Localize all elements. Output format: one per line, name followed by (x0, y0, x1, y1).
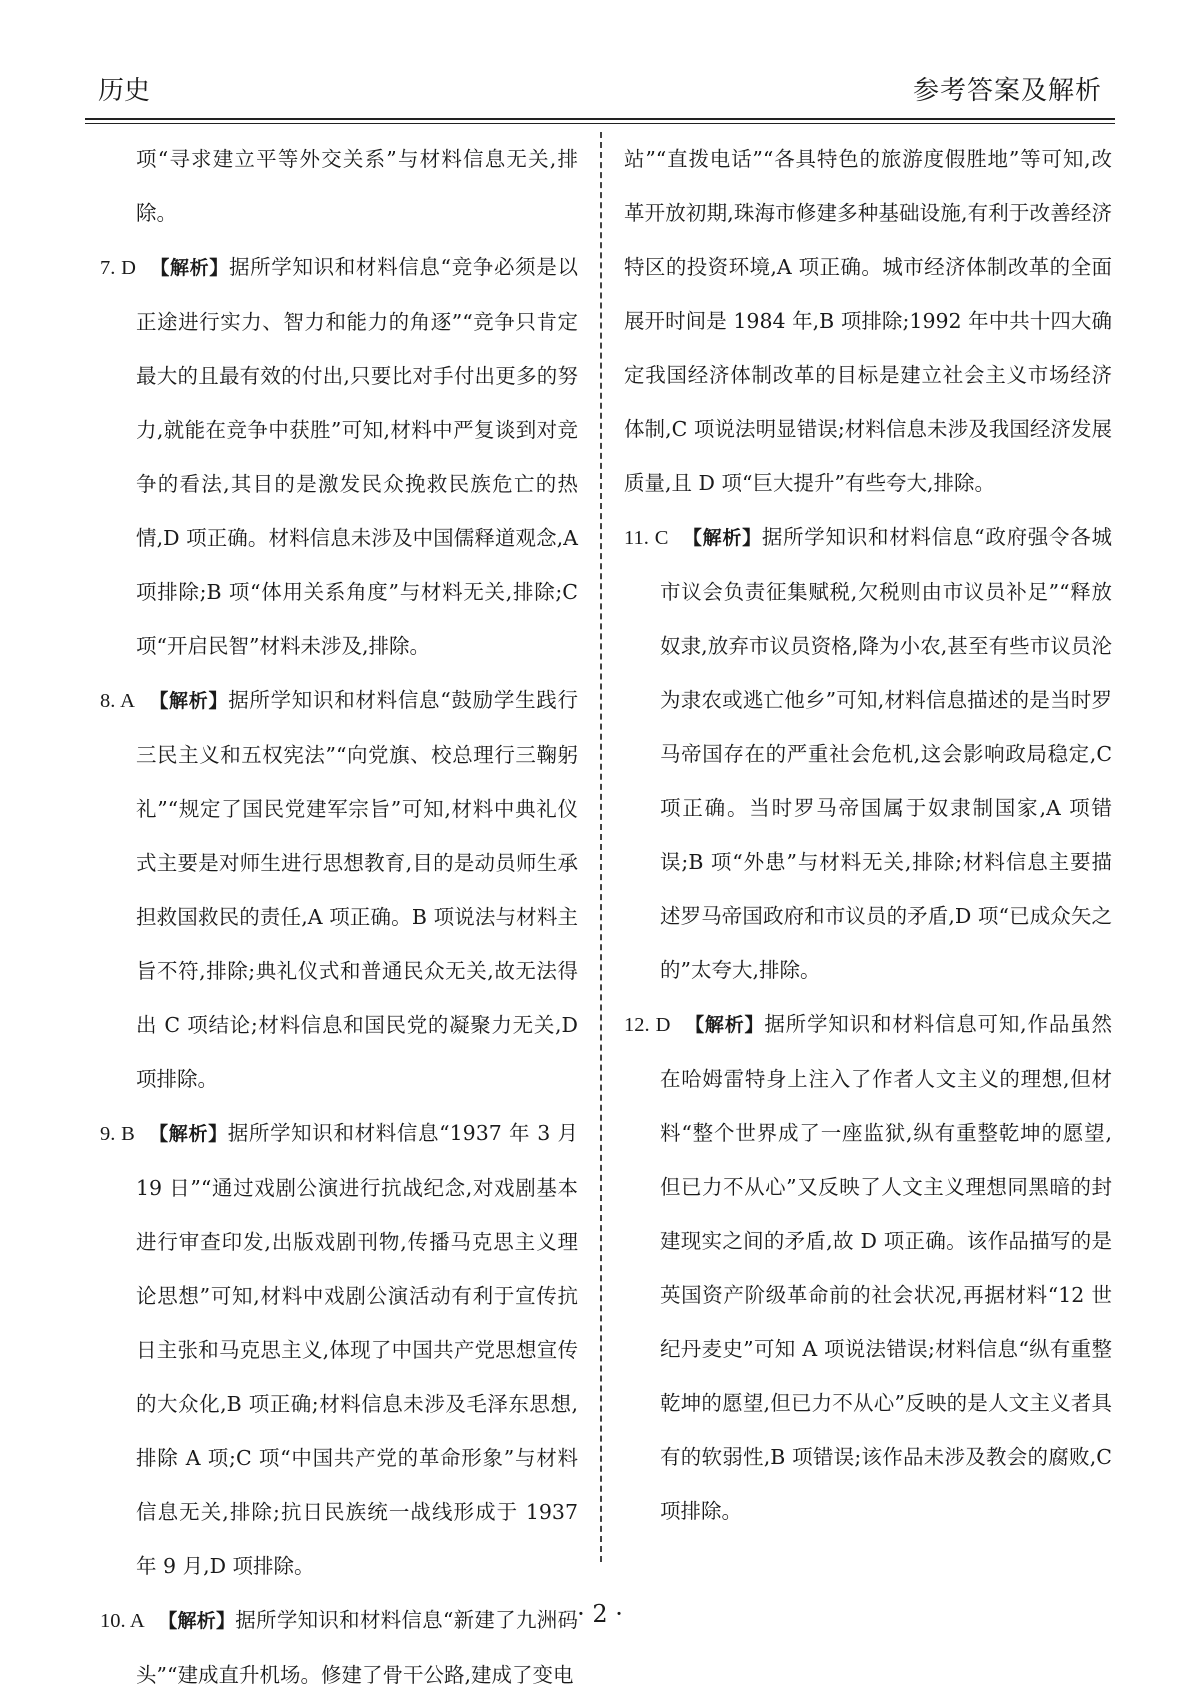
answer-number: 8. A (100, 690, 135, 712)
header-rule (85, 118, 1115, 124)
doc-type-title: 参考答案及解析 (912, 76, 1102, 106)
page-header (98, 70, 1102, 114)
answer-number: 7. D (100, 257, 136, 279)
answer-entry-11 (624, 510, 1112, 997)
analysis-tag: 【解析】 (158, 1610, 236, 1632)
analysis-tag: 【解析】 (150, 257, 229, 279)
answer-number: 10. A (100, 1610, 145, 1632)
column-divider (600, 132, 602, 1562)
page-number: · 2 · (577, 1600, 623, 1628)
analysis-text: 据所学知识和材料信息“鼓励学生践行三民主义和五权宪法”“向党旗、校总理行三鞠躬礼”“规定了国民党建军宗旨”可知,材料中典礼仪式主要是对师生进行思想教育,目的是动员师生承担救国救民的责任,A 项正确。B 项说法与材料主旨不符,排除;典礼仪式和普通民众无关,故无法得出 C 项结论;材料信息和国民党的凝聚力无关,D 项排除。 (136, 688, 578, 1091)
analysis-tag: 【解析】 (149, 690, 229, 712)
analysis-text: 据所学知识和材料信息可知,作品虽然在哈姆雷特身上注入了作者人文主义的理想,但材料“整个世界成了一座监狱,纵有重整乾坤的愿望,但已力不从心”又反映了人文主义理想同黑暗的封建现实之间的矛盾,故 D 项正确。该作品描写的是英国资产阶级革命前的社会状况,再据材料“12 世纪丹麦史”可知 A 项说法错误;材料信息“纵有重整乾坤的愿望,但已力不从心”反映的是人文主义者具有的软弱性,B 项错误;该作品未涉及教会的腐败,C 项排除。 (660, 1012, 1112, 1523)
answer-entry-12 (624, 997, 1112, 1538)
answer-number: 9. B (100, 1123, 135, 1145)
analysis-tag: 【解析】 (685, 1014, 765, 1036)
analysis-text: 据所学知识和材料信息“1937 年 3 月 19 日”“通过戏剧公演进行抗战纪念,对戏剧基本进行审查印发,出版戏剧刊物,传播马克思主义理论思想”可知,材料中戏剧公演活动有利于宣传抗日主张和马克思主义,体现了中国共产党思想宣传的大众化,B 项正确;材料信息未涉及毛泽东思想,排除 A 项;C 项“中国共产党的革命形象”与材料信息无关,排除;抗日民族统一战线形成于 1937 年 9 月,D 项排除。 (136, 1121, 578, 1578)
analysis-tag: 【解析】 (149, 1123, 228, 1145)
carryover-text: 项“寻求建立平等外交关系”与材料信息无关,排除。 (136, 147, 578, 225)
analysis-text: 据所学知识和材料信息“政府强令各城市议会负责征集赋税,欠税则由市议员补足”“释放奴隶,放弃市议员资格,降为小农,甚至有些市议员沦为隶农或逃亡他乡”可知,材料信息描述的是当时罗马帝国存在的严重社会危机,这会影响政局稳定,C 项正确。当时罗马帝国属于奴隶制国家,A 项错误;B 项“外患”与材料无关,排除;材料信息主要描述罗马帝国政府和市议员的矛盾,D 项“已成众矢之的”太夸大,排除。 (660, 525, 1112, 982)
analysis-tag: 【解析】 (682, 527, 762, 549)
carryover-text: 站”“直拨电话”“各具特色的旅游度假胜地”等可知,改革开放初期,珠海市修建多种基础设施,有利于改善经济特区的投资环境,A 项正确。城市经济体制改革的全面展开时间是 1984 年,B 项排除;1992 年中共十四大确定我国经济体制改革的目标是建立社会主义市场经济体制,C 项说法明显错误;材料信息未涉及我国经济发展质量,且 D 项“巨大提升”有些夸大,排除。 (624, 147, 1112, 495)
subject-title: 历史 (98, 76, 151, 106)
answer-entry-8 (100, 673, 578, 1106)
right-column (624, 132, 1112, 1538)
answer-number: 12. D (624, 1014, 671, 1036)
answer-number: 11. C (624, 527, 669, 549)
analysis-text: 据所学知识和材料信息“竞争必须是以正途进行实力、智力和能力的角逐”“竞争只肯定最大的且最有效的付出,只要比对手付出更多的努力,就能在竞争中获胜”可知,材料中严复谈到对竞争的看法,其目的是激发民众挽救民族危亡的热情,D 项正确。材料信息未涉及中国儒释道观念,A 项排除;B 项“体用关系角度”与材料无关,排除;C 项“开启民智”材料未涉及,排除。 (136, 255, 578, 658)
left-column (100, 132, 578, 1702)
answer-entry-7 (100, 240, 578, 673)
analysis-text: 据所学知识和材料信息“新建了九洲码头”“建成直升机场。修建了骨干公路,建成了变电 (136, 1608, 578, 1687)
answer-entry-9 (100, 1106, 578, 1593)
